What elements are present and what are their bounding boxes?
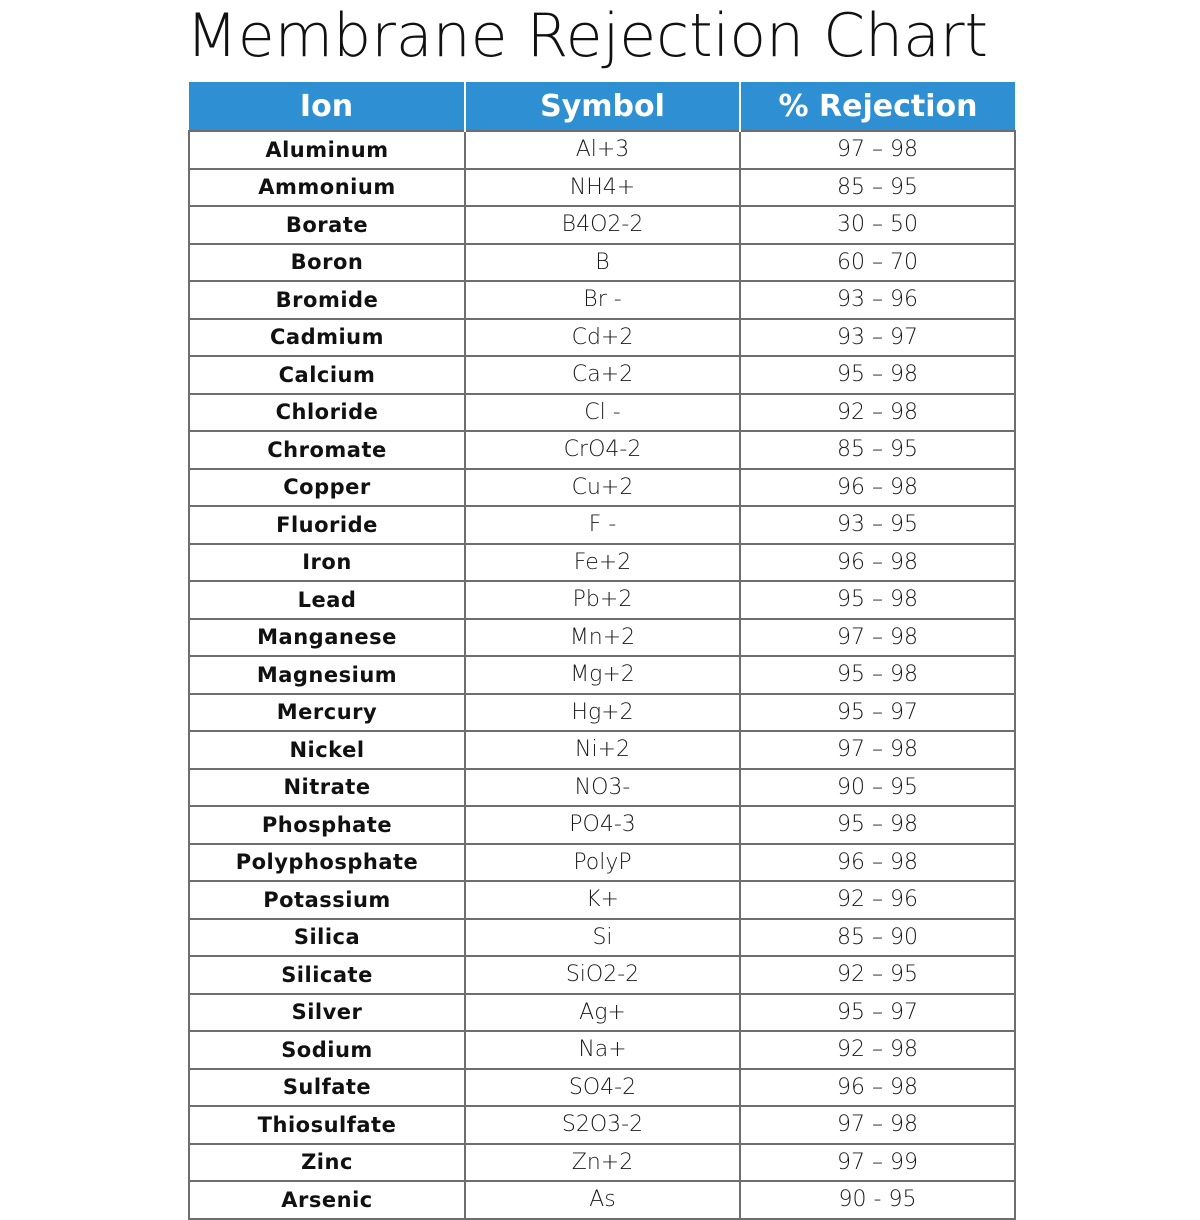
rejection-cell: 97 – 98 — [740, 619, 1015, 657]
table-row — [189, 656, 1015, 694]
symbol-cell: Ca+2 — [465, 356, 740, 394]
table-row — [189, 1144, 1015, 1182]
table-row — [189, 244, 1015, 282]
symbol-cell: K+ — [465, 881, 740, 919]
ion-cell: Zinc — [189, 1144, 465, 1182]
table-row — [189, 919, 1015, 957]
symbol-cell: Cd+2 — [465, 319, 740, 357]
table-row — [189, 356, 1015, 394]
ion-cell: Silica — [189, 919, 465, 957]
ion-cell: Silver — [189, 994, 465, 1032]
rejection-cell: 93 – 96 — [740, 281, 1015, 319]
ion-cell: Mercury — [189, 694, 465, 732]
symbol-cell: As — [465, 1181, 740, 1219]
symbol-cell: Si — [465, 919, 740, 957]
rejection-cell: 95 – 97 — [740, 694, 1015, 732]
rejection-cell: 97 – 98 — [740, 1106, 1015, 1144]
symbol-cell: SiO2-2 — [465, 956, 740, 994]
table-row — [189, 731, 1015, 769]
table-row — [189, 619, 1015, 657]
ion-cell: Phosphate — [189, 806, 465, 844]
symbol-cell: NO3- — [465, 769, 740, 807]
ion-cell: Fluoride — [189, 506, 465, 544]
rejection-cell: 85 – 90 — [740, 919, 1015, 957]
ion-cell: Polyphosphate — [189, 844, 465, 882]
symbol-cell: Mg+2 — [465, 656, 740, 694]
rejection-cell: 85 – 95 — [740, 169, 1015, 207]
column-header-rejection: % Rejection — [740, 82, 1015, 131]
rejection-cell: 96 – 98 — [740, 469, 1015, 507]
rejection-cell: 92 – 96 — [740, 881, 1015, 919]
rejection-cell: 92 – 98 — [740, 394, 1015, 432]
rejection-cell: 90 – 95 — [740, 769, 1015, 807]
ion-cell: Lead — [189, 581, 465, 619]
symbol-cell: Hg+2 — [465, 694, 740, 732]
rejection-table — [188, 82, 1016, 1220]
symbol-cell: CrO4-2 — [465, 431, 740, 469]
table-row — [189, 206, 1015, 244]
ion-cell: Silicate — [189, 956, 465, 994]
symbol-cell: Na+ — [465, 1031, 740, 1069]
symbol-cell: PO4-3 — [465, 806, 740, 844]
table-row — [189, 1031, 1015, 1069]
ion-cell: Sulfate — [189, 1069, 465, 1107]
table-body — [189, 131, 1015, 1219]
table-row — [189, 319, 1015, 357]
table-row — [189, 394, 1015, 432]
symbol-cell: S2O3-2 — [465, 1106, 740, 1144]
rejection-cell: 93 – 97 — [740, 319, 1015, 357]
symbol-cell: Zn+2 — [465, 1144, 740, 1182]
table-row — [189, 1069, 1015, 1107]
rejection-cell: 95 – 98 — [740, 581, 1015, 619]
symbol-cell: Mn+2 — [465, 619, 740, 657]
rejection-cell: 90 - 95 — [740, 1181, 1015, 1219]
rejection-cell: 96 – 98 — [740, 844, 1015, 882]
column-header-symbol: Symbol — [465, 82, 740, 131]
symbol-cell: Pb+2 — [465, 581, 740, 619]
symbol-cell: F - — [465, 506, 740, 544]
rejection-cell: 97 – 98 — [740, 731, 1015, 769]
ion-cell: Iron — [189, 544, 465, 582]
rejection-cell: 96 – 98 — [740, 1069, 1015, 1107]
ion-cell: Nitrate — [189, 769, 465, 807]
table-row — [189, 769, 1015, 807]
symbol-cell: NH4+ — [465, 169, 740, 207]
table-row — [189, 469, 1015, 507]
symbol-cell: Cu+2 — [465, 469, 740, 507]
rejection-cell: 96 – 98 — [740, 544, 1015, 582]
ion-cell: Magnesium — [189, 656, 465, 694]
table-header — [189, 82, 1015, 131]
table-row — [189, 169, 1015, 207]
table-row — [189, 956, 1015, 994]
ion-cell: Sodium — [189, 1031, 465, 1069]
symbol-cell: Br - — [465, 281, 740, 319]
page-title: Membrane Rejection Chart — [186, 1, 989, 71]
header-row — [189, 82, 1015, 131]
table-row — [189, 544, 1015, 582]
rejection-cell: 97 – 99 — [740, 1144, 1015, 1182]
rejection-cell: 30 – 50 — [740, 206, 1015, 244]
rejection-cell: 93 – 95 — [740, 506, 1015, 544]
ion-cell: Copper — [189, 469, 465, 507]
symbol-cell: Fe+2 — [465, 544, 740, 582]
ion-cell: Boron — [189, 244, 465, 282]
ion-cell: Aluminum — [189, 131, 465, 169]
symbol-cell: PolyP — [465, 844, 740, 882]
table-row — [189, 131, 1015, 169]
ion-cell: Chloride — [189, 394, 465, 432]
rejection-cell: 95 – 98 — [740, 656, 1015, 694]
table-row — [189, 506, 1015, 544]
ion-cell: Potassium — [189, 881, 465, 919]
column-header-ion: Ion — [189, 82, 465, 131]
rejection-cell: 92 – 95 — [740, 956, 1015, 994]
ion-cell: Borate — [189, 206, 465, 244]
ion-cell: Arsenic — [189, 1181, 465, 1219]
rejection-cell: 95 – 98 — [740, 806, 1015, 844]
table-row — [189, 844, 1015, 882]
rejection-cell: 97 – 98 — [740, 131, 1015, 169]
table-row — [189, 994, 1015, 1032]
symbol-cell: Al+3 — [465, 131, 740, 169]
table-row — [189, 806, 1015, 844]
rejection-cell: 95 – 97 — [740, 994, 1015, 1032]
table-row — [189, 1106, 1015, 1144]
table-row — [189, 881, 1015, 919]
ion-cell: Bromide — [189, 281, 465, 319]
ion-cell: Ammonium — [189, 169, 465, 207]
symbol-cell: B — [465, 244, 740, 282]
rejection-cell: 85 – 95 — [740, 431, 1015, 469]
symbol-cell: Ag+ — [465, 994, 740, 1032]
ion-cell: Cadmium — [189, 319, 465, 357]
table-row — [189, 431, 1015, 469]
table-row — [189, 281, 1015, 319]
ion-cell: Manganese — [189, 619, 465, 657]
ion-cell: Nickel — [189, 731, 465, 769]
symbol-cell: B4O2-2 — [465, 206, 740, 244]
ion-cell: Calcium — [189, 356, 465, 394]
symbol-cell: SO4-2 — [465, 1069, 740, 1107]
symbol-cell: Cl - — [465, 394, 740, 432]
rejection-cell: 92 – 98 — [740, 1031, 1015, 1069]
rejection-cell: 95 – 98 — [740, 356, 1015, 394]
ion-cell: Chromate — [189, 431, 465, 469]
table-row — [189, 581, 1015, 619]
table-row — [189, 694, 1015, 732]
ion-cell: Thiosulfate — [189, 1106, 465, 1144]
symbol-cell: Ni+2 — [465, 731, 740, 769]
rejection-cell: 60 – 70 — [740, 244, 1015, 282]
